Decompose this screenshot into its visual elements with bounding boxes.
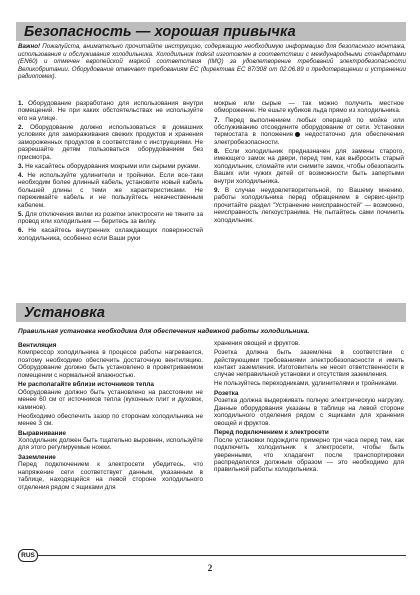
install-subtitle: Правильная установка необходима для обеспечения надежной работы холодильника.	[18, 328, 310, 335]
safety-item-text: Не используйте удлинители и тройники. Если все-таки необходим более длинный кабель, установите новый кабель большей длины с теми же характеристиками. Не пережимайте кабель и не пользуйтесь некачественным кабелем.	[18, 171, 203, 209]
install-paragraph: Холодильник должен быть тщательно выровнен, используйте для этого регулируемые ножки.	[18, 437, 203, 452]
safety-item-text: В случае неудовлетворительной, по Вашему мнению, работы холодильника перед обращением в сервис-центр прочитайте раздел "Устранение неисправностей" — возможно, неисправность легкоустранима. Не пытайтесь сами починить холодильник.	[214, 186, 404, 224]
safety-item-number: 8.	[214, 147, 220, 155]
intro-text: Пожалуйста, внимательно прочитайте инструкцию, содержащую необходимую информацию для безопасного монтажа, использования и обслуживания холодильника. Холодильник Indesit изготовлен в соответствии с международными стандартами (EN60) и отмечен европейской маркой соответствия (IMQ) за удовлетворение требований электробезопасности Великобритании. Оборудование отвечает требованиям ЕС (директива ЕС 87/308 от 02.06.89 о предотвращении и устранении радиопомех).	[18, 43, 406, 80]
safety-section-title: Безопасность — хорошая привычка	[24, 24, 296, 40]
safety-column-right	[214, 100, 404, 226]
install-heading: Розетка	[214, 389, 239, 397]
safety-item-continued: мокрые или сырые — так можно получить местное обморожение. Не ешьте кубиков льда прямо из холодильника.	[214, 100, 404, 115]
safety-item-text-tail: недостаточно для обеспечения электробезопасности.	[214, 131, 405, 146]
safety-item-number: 2.	[18, 123, 24, 131]
safety-item-text: Оборудование должно использоваться в домашних условиях для замораживания свежих продуктов и хранения замороженных продуктов в соответствии с инструкциями. Не разрешайте детям пользоваться оборудованием без присмотра.	[18, 123, 203, 161]
page-number: 2	[207, 563, 213, 573]
install-heading: Перед подключением к электросети	[214, 429, 329, 437]
safety-column-left	[18, 100, 203, 244]
safety-item-number: 9.	[214, 186, 220, 194]
safety-item	[18, 172, 203, 209]
safety-item-text: Перед выполнением любых операций по мойке или обслуживанию отсоедините оборудование от сети. Установки термостата в положение	[214, 116, 404, 139]
install-paragraph-continued: хранения овощей и фруктов.	[214, 340, 300, 347]
safety-item	[18, 211, 203, 226]
install-paragraph: Перед подключением к электросети убедитесь, что напряжение сети соответствует данным, указанным в таблице, находящейся на левой стороне холодильного отделения рядом с ящиками для	[18, 461, 203, 491]
safety-item-number: 3.	[18, 162, 24, 170]
install-paragraph: Розетка должна выдерживать полную электрическую нагрузку. Данные оборудования указаны в таблице на левой стороне холодильного отделения рядом с ящиками для хранения овощей и фруктов.	[214, 397, 404, 427]
language-badge: RUS	[18, 549, 38, 562]
install-paragraph: Не пользуйтесь переходниками, удлинителями и тройниками.	[214, 380, 399, 388]
safety-item-text: Не касайтесь оборудования мокрыми или сырыми руками.	[25, 162, 201, 170]
install-section-title: Установка	[24, 305, 105, 321]
safety-item	[18, 124, 203, 161]
install-column-left	[18, 340, 203, 493]
install-paragraph: Оборудование должно быть установлено на расстоянии не менее 60 см от источников тепла (кухонных плит и духовок, каминов).	[18, 388, 203, 411]
install-heading: Заземление	[18, 453, 56, 461]
safety-item-number: 6.	[18, 227, 24, 235]
install-paragraph: Компрессор холодильника в процессе работы нагревается, поэтому необходимо обеспечить достаточную вентиляцию. Оборудование должно быть установлено в проветриваемом помещении с нормальной влажностью.	[18, 349, 203, 379]
safety-item-number: 5.	[18, 210, 24, 218]
safety-item	[18, 100, 203, 122]
safety-item-number: 1.	[18, 100, 24, 107]
install-column-right	[214, 340, 404, 475]
safety-item-text: Для отключения вилки из розетки электросети не тяните за провод или холодильник — беритесь за вилку.	[18, 210, 203, 226]
safety-item	[214, 187, 404, 224]
install-title-band	[16, 303, 406, 322]
safety-item	[18, 163, 203, 170]
safety-item	[18, 227, 203, 242]
footer-rule	[37, 555, 406, 556]
install-heading: Выравнивание	[18, 429, 66, 437]
install-paragraph: После установки подождите примерно три часа перед тем, как подключить холодильник к электросети, чтобы быть уверенными, что хладагент после транспортировки распределился должным образом — это необходимо для правильной работы холодильника.	[214, 436, 404, 474]
intro-lead: Важно!	[18, 43, 41, 50]
safety-item	[214, 148, 404, 185]
install-paragraph: Розетка должна быть заземлена в соответствии с действующими требованиями электробезопасности и иметь контакт заземления. Изготовитель не несет ответственности в случае неправильной установки и отсутствия заземления.	[214, 349, 404, 379]
safety-item-text: Оборудование разработано для использования внутри помещений. Не при каких обстоятельствах не используйте его на улице.	[18, 100, 204, 122]
safety-item-text: Не касайтесь внутренних охлаждающих поверхностей холодильника, особенно если Ваши руки	[18, 227, 203, 242]
safety-item-number: 7.	[214, 116, 220, 124]
safety-item	[214, 117, 404, 147]
safety-item-text: Если холодильник предназначен для замены старого, имеющего замок на двери, перед тем, как выбросить старый холодильник, сломайте или снимите замок, чтобы обезопасить Ваших или чужих детей от возможности быть запертыми внутри холодильника.	[214, 147, 404, 185]
safety-intro	[18, 43, 406, 81]
safety-title-band	[16, 22, 406, 41]
install-paragraph: Необходимо обеспечить зазор по сторонам холодильника не менее 3 см.	[18, 412, 203, 428]
thermostat-off-icon	[295, 132, 300, 137]
install-heading: Не располагайте вблизи источников тепла	[18, 381, 154, 389]
install-heading: Вентиляция	[18, 342, 57, 349]
safety-item-number: 4.	[18, 171, 24, 179]
